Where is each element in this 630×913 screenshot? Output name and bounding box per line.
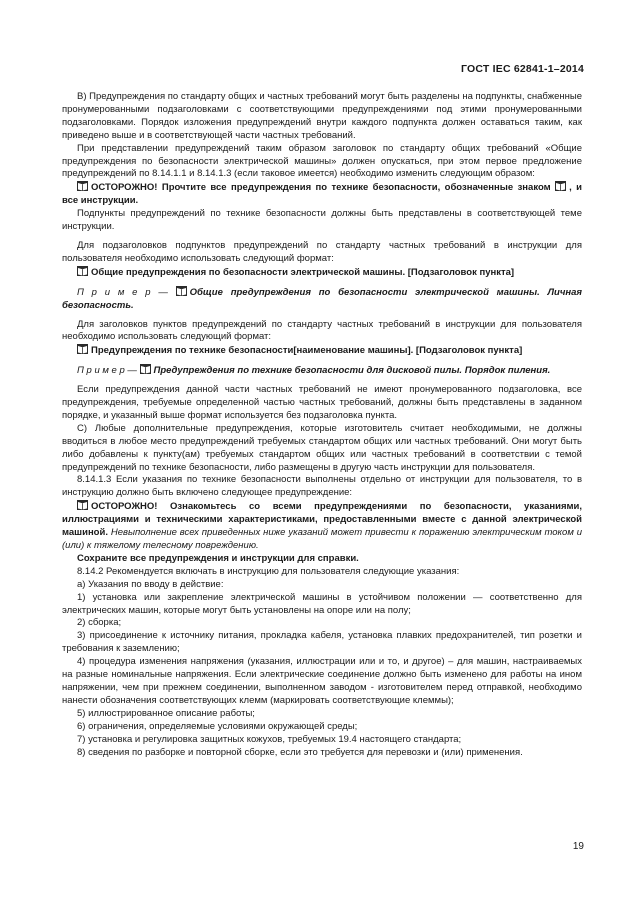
paragraph-8-14-1-3: 8.14.1.3 Если указания по технике безопасности выполнены отдельно от инструкции для пользователя, то в инструкцию должно быть включено следующее предупреждение:	[62, 474, 582, 499]
example-1-text: Общие предупреждения по безопасности электрической машины. Личная безопасность.	[62, 286, 583, 311]
warning-keep: Сохраните все предупреждения и инструкции для справки.	[77, 552, 359, 564]
example-2	[62, 364, 582, 378]
list-item-7: 7) установка и регулировка защитных кожухов, требуемых 19.4 настоящего стандарта;	[77, 733, 462, 745]
example-label: П р и м е р —	[77, 286, 168, 298]
book-warning-icon	[77, 500, 88, 510]
page-content	[62, 91, 582, 759]
example-1	[62, 286, 582, 313]
book-warning-icon	[77, 344, 88, 354]
page-number: 19	[572, 841, 584, 852]
format-specific	[62, 344, 582, 358]
warning-read-all	[62, 181, 582, 208]
paragraph-8-14-2: 8.14.2 Рекомендуется включать в инструкцию для пользователя следующие указания:	[77, 565, 460, 577]
warning-familiarize-consequence: Невыполнение всех приведенных ниже указаний может привести к поражению электрическим током и (или) к тяжелому телесному повреждению.	[62, 527, 582, 551]
paragraph-presentation: При представлении предупреждений таким образом заголовок по стандарту общих требований «Общие предупреждения по безопасности электрической машины» должен опускаться, при этом первое предложение предупреждений по 8.14.1.1 и 8.14.1.3 (если таковое имеется) необходимо изменить следующим образом:	[62, 142, 582, 180]
list-item-5: 5) иллюстрированное описание работы;	[77, 707, 255, 719]
list-item-3: 3) присоединение к источнику питания, прокладка кабеля, установка плавких предохранителей, тип розетки и требования к заземлению;	[62, 630, 582, 655]
paragraph-heading-format: Для заголовков пунктов предупреждений по стандарту частных требований в инструкции для пользователя необходимо использовать следующий формат:	[62, 318, 582, 343]
list-item-a: а) Указания по вводу в действие:	[77, 578, 224, 590]
book-warning-icon	[77, 181, 88, 191]
format-specific-text: Предупреждения по технике безопасности[наименование машины]. [Подзаголовок пункта]	[91, 345, 523, 357]
list-item-6: 6) ограничения, определяемые условиями окружающей среды;	[77, 720, 358, 732]
paragraph-subpoints: Подпункты предупреждений по технике безопасности должны быть представлены в соответствующей теме инструкции.	[62, 208, 582, 233]
example-2-text: Предупреждения по технике безопасности для дисковой пилы. Порядок пиления.	[153, 365, 551, 377]
list-item-4: 4) процедура изменения напряжения (указания, иллюстрации или и то, и другое) – для машин, настраиваемых на разные номинальные напряжения. Если электрические соединение должно быть изменено для работы на ином напряжении, чем при прежнем соединении, выполненном заводом - изготовителем перед отправкой, необходимо нанести обозначения соответствующих клемм (маркировать соответствующие клеммы);	[62, 656, 582, 706]
format-general	[62, 266, 582, 280]
paragraph-subheading-format: Для подзаголовков подпунктов предупреждений по стандарту частных требований в инструкции для пользователя необходимо использовать следующий формат:	[62, 239, 582, 264]
book-warning-icon	[140, 364, 151, 374]
warning-read-all-tail: , и все инструкции.	[62, 182, 582, 207]
warning-familiarize	[62, 500, 582, 553]
list-item-2: 2) сборка;	[77, 617, 122, 629]
paragraph-c: С) Любые дополнительные предупреждения, которые изготовитель считает необходимыми, не должны вводиться в любое место предупреждений требуемых стандартом общих или частных требований. Они могут быть либо добавлены к пункту(ам) требуемых стандартом общих или частных требований в соответствии с темой предупреждений по технике безопасности, либо размещены в другую часть инструкции для пользователя.	[62, 422, 582, 473]
list-item-1: 1) установка или закрепление электрической машины в устойчивом положении — соответственно для электрических машин, которые могут быть установлены на опоре или на полу;	[62, 591, 582, 616]
list-item-8: 8) сведения по разборке и повторной сборке, если это требуется для перевозки и (или) применения.	[77, 746, 523, 758]
warning-familiarize-text: ОСТОРОЖНО! Ознакомьтесь со всеми предупреждениями по безопасности, указаниями, иллюстрациями и техническими характеристиками, предоставленными вместе с данной электрической машиной.	[62, 501, 582, 539]
paragraph-b: В) Предупреждения по стандарту общих и частных требований могут быть разделены на подпункты, снабженные пронумерованными подзаголовками с соответствующими предупреждениями под этими пронумерованными подзаголовками. Порядок изложения предупреждений внутри каждого подпункта должен оставаться таким, как приведено выше и в соответствующей части частных требований.	[62, 91, 582, 141]
paragraph-no-subheading: Если предупреждения данной части частных требований не имеют пронумерованного подзаголовка, все предупреждения, требуемые определенной частью частных требований, должны быть представлены в заданном порядке, и указанный выше формат используется без подзаголовка пункта.	[62, 384, 582, 421]
book-warning-icon	[176, 286, 187, 296]
book-warning-icon	[77, 266, 88, 276]
warning-read-all-text: ОСТОРОЖНО! Прочтите все предупреждения по технике безопасности, обозначенные знаком	[91, 182, 551, 194]
example-label: П р и м е р —	[77, 365, 137, 377]
page-header: ГОСТ IEC 62841-1–2014	[461, 63, 584, 75]
book-warning-icon	[555, 181, 566, 191]
format-general-text: Общие предупреждения по безопасности электрической машины. [Подзаголовок пункта]	[91, 266, 515, 278]
